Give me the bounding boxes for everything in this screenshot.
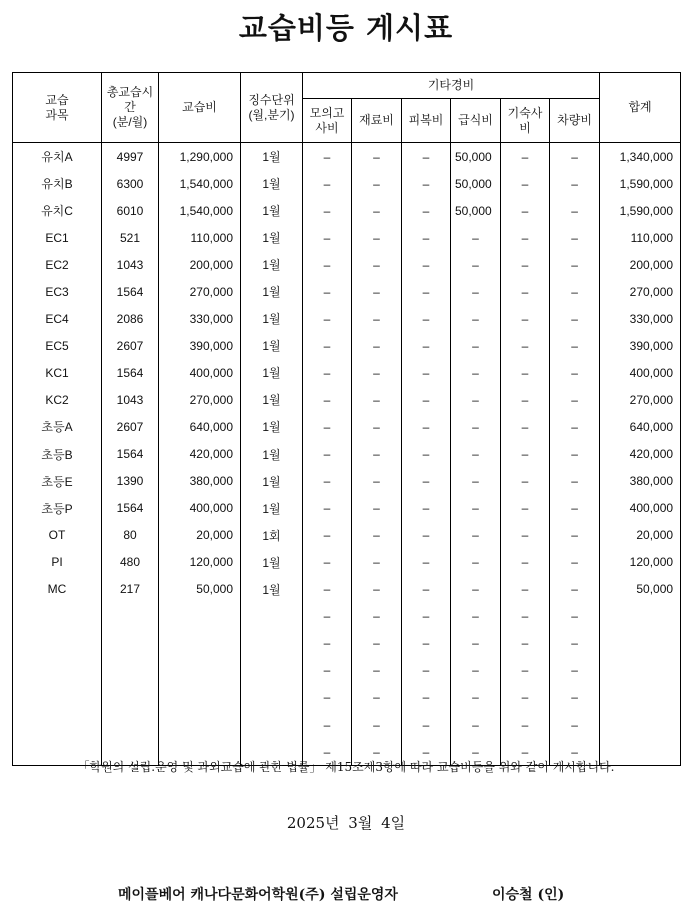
cell-dorm: – xyxy=(501,386,550,413)
cell-dorm: – xyxy=(501,278,550,305)
table-row xyxy=(13,251,681,278)
cell-total: 380,000 xyxy=(600,468,681,495)
cell-unit: 1월 xyxy=(241,278,303,305)
cell-uniform: – xyxy=(402,224,451,251)
cell-meals: 50,000 xyxy=(451,197,501,224)
cell-tuition: 420,000 xyxy=(159,441,241,468)
cell-meals: – xyxy=(451,549,501,576)
cell-tuition: 380,000 xyxy=(159,468,241,495)
cell-vehicle: – xyxy=(550,684,600,711)
cell-tuition xyxy=(159,684,241,711)
table-row xyxy=(13,576,681,603)
cell-vehicle: – xyxy=(550,278,600,305)
cell-materials: – xyxy=(352,143,402,171)
cell-subject: 초등B xyxy=(13,441,102,468)
cell-uniform: – xyxy=(402,522,451,549)
cell-uniform: – xyxy=(402,549,451,576)
cell-uniform: – xyxy=(402,495,451,522)
cell-hours xyxy=(102,684,159,711)
cell-hours xyxy=(102,603,159,630)
cell-materials: – xyxy=(352,738,402,766)
table-header xyxy=(13,73,681,143)
cell-dorm: – xyxy=(501,657,550,684)
cell-tuition xyxy=(159,711,241,738)
cell-unit xyxy=(241,711,303,738)
cell-meals: 50,000 xyxy=(451,143,501,171)
cell-vehicle: – xyxy=(550,143,600,171)
cell-mock: – xyxy=(303,549,352,576)
cell-unit: 1월 xyxy=(241,224,303,251)
cell-dorm: – xyxy=(501,738,550,766)
cell-dorm: – xyxy=(501,359,550,386)
cell-subject: 유치B xyxy=(13,170,102,197)
cell-meals: – xyxy=(451,332,501,359)
cell-dorm: – xyxy=(501,522,550,549)
cell-meals: – xyxy=(451,359,501,386)
cell-dorm: – xyxy=(501,684,550,711)
cell-unit: 1월 xyxy=(241,251,303,278)
cell-hours: 480 xyxy=(102,549,159,576)
cell-hours: 1564 xyxy=(102,359,159,386)
cell-subject: KC1 xyxy=(13,359,102,386)
cell-dorm: – xyxy=(501,576,550,603)
cell-total xyxy=(600,711,681,738)
cell-uniform: – xyxy=(402,738,451,766)
cell-hours: 2607 xyxy=(102,332,159,359)
cell-unit: 1월 xyxy=(241,332,303,359)
cell-mock: – xyxy=(303,305,352,332)
table-row xyxy=(13,630,681,657)
cell-tuition xyxy=(159,657,241,684)
table-row xyxy=(13,332,681,359)
table-row xyxy=(13,305,681,332)
cell-unit: 1월 xyxy=(241,305,303,332)
cell-uniform: – xyxy=(402,441,451,468)
cell-hours xyxy=(102,630,159,657)
cell-mock: – xyxy=(303,441,352,468)
cell-materials: – xyxy=(352,332,402,359)
cell-subject: 초등A xyxy=(13,413,102,440)
cell-vehicle: – xyxy=(550,386,600,413)
cell-unit xyxy=(241,684,303,711)
cell-subject: 초등E xyxy=(13,468,102,495)
cell-vehicle: – xyxy=(550,603,600,630)
cell-mock: – xyxy=(303,468,352,495)
cell-total: 270,000 xyxy=(600,386,681,413)
cell-hours: 217 xyxy=(102,576,159,603)
cell-subject: EC2 xyxy=(13,251,102,278)
cell-subject: EC5 xyxy=(13,332,102,359)
cell-uniform: – xyxy=(402,278,451,305)
cell-meals: – xyxy=(451,657,501,684)
cell-unit: 1월 xyxy=(241,143,303,171)
cell-mock: – xyxy=(303,413,352,440)
cell-materials: – xyxy=(352,413,402,440)
cell-dorm: – xyxy=(501,143,550,171)
table-row xyxy=(13,278,681,305)
cell-vehicle: – xyxy=(550,197,600,224)
cell-unit: 1월 xyxy=(241,576,303,603)
header-meals: 급식비 xyxy=(451,99,501,143)
cell-meals: – xyxy=(451,251,501,278)
cell-tuition: 1,540,000 xyxy=(159,170,241,197)
cell-tuition: 1,290,000 xyxy=(159,143,241,171)
cell-mock: – xyxy=(303,359,352,386)
cell-hours: 1564 xyxy=(102,495,159,522)
cell-materials: – xyxy=(352,251,402,278)
cell-vehicle: – xyxy=(550,224,600,251)
header-collection-unit: 징수단위 (월,분기) xyxy=(241,73,303,143)
cell-mock: – xyxy=(303,711,352,738)
cell-vehicle: – xyxy=(550,630,600,657)
table-row xyxy=(13,684,681,711)
fee-table xyxy=(12,72,681,766)
cell-meals: 50,000 xyxy=(451,170,501,197)
cell-materials: – xyxy=(352,386,402,413)
cell-total: 640,000 xyxy=(600,413,681,440)
cell-dorm: – xyxy=(501,495,550,522)
cell-total: 420,000 xyxy=(600,441,681,468)
cell-total: 390,000 xyxy=(600,332,681,359)
cell-mock: – xyxy=(303,603,352,630)
cell-materials: – xyxy=(352,468,402,495)
cell-subject: OT xyxy=(13,522,102,549)
cell-mock: – xyxy=(303,197,352,224)
cell-meals: – xyxy=(451,630,501,657)
header-dormitory: 기숙사 비 xyxy=(501,99,550,143)
cell-total: 400,000 xyxy=(600,359,681,386)
cell-materials: – xyxy=(352,441,402,468)
posting-date: 2025년 3월 4일 xyxy=(286,814,406,832)
table-row xyxy=(13,413,681,440)
cell-total: 110,000 xyxy=(600,224,681,251)
cell-tuition: 20,000 xyxy=(159,522,241,549)
cell-vehicle: – xyxy=(550,657,600,684)
cell-tuition: 330,000 xyxy=(159,305,241,332)
cell-subject: 유치C xyxy=(13,197,102,224)
table-row xyxy=(13,549,681,576)
cell-unit: 1월 xyxy=(241,468,303,495)
cell-meals: – xyxy=(451,495,501,522)
cell-unit: 1월 xyxy=(241,549,303,576)
cell-vehicle: – xyxy=(550,468,600,495)
cell-vehicle: – xyxy=(550,522,600,549)
cell-dorm: – xyxy=(501,197,550,224)
cell-dorm: – xyxy=(501,413,550,440)
cell-meals: – xyxy=(451,278,501,305)
cell-dorm: – xyxy=(501,170,550,197)
cell-tuition: 390,000 xyxy=(159,332,241,359)
cell-subject: 유치A xyxy=(13,143,102,171)
cell-hours: 6010 xyxy=(102,197,159,224)
cell-hours xyxy=(102,711,159,738)
cell-unit: 1월 xyxy=(241,413,303,440)
cell-uniform: – xyxy=(402,143,451,171)
header-total-hours: 총교습시간 (분/월) xyxy=(102,73,159,143)
cell-uniform: – xyxy=(402,684,451,711)
cell-dorm: – xyxy=(501,224,550,251)
cell-tuition: 1,540,000 xyxy=(159,197,241,224)
operator-name: 메이플베어 캐나다문화어학원(주) 설립운영자 xyxy=(118,887,398,903)
cell-vehicle: – xyxy=(550,359,600,386)
cell-dorm: – xyxy=(501,603,550,630)
table-row xyxy=(13,170,681,197)
cell-tuition xyxy=(159,630,241,657)
cell-unit: 1월 xyxy=(241,441,303,468)
cell-uniform: – xyxy=(402,630,451,657)
table-row xyxy=(13,522,681,549)
cell-uniform: – xyxy=(402,413,451,440)
cell-hours: 80 xyxy=(102,522,159,549)
cell-total xyxy=(600,603,681,630)
cell-subject: EC1 xyxy=(13,224,102,251)
cell-mock: – xyxy=(303,170,352,197)
table-row xyxy=(13,603,681,630)
cell-total: 270,000 xyxy=(600,278,681,305)
cell-vehicle: – xyxy=(550,576,600,603)
cell-hours: 1564 xyxy=(102,278,159,305)
cell-meals: – xyxy=(451,738,501,766)
cell-mock: – xyxy=(303,332,352,359)
cell-uniform: – xyxy=(402,332,451,359)
cell-materials: – xyxy=(352,549,402,576)
cell-unit: 1월 xyxy=(241,359,303,386)
cell-subject: 초등P xyxy=(13,495,102,522)
cell-hours: 1043 xyxy=(102,251,159,278)
cell-dorm: – xyxy=(501,549,550,576)
cell-uniform: – xyxy=(402,468,451,495)
cell-materials: – xyxy=(352,684,402,711)
table-row xyxy=(13,197,681,224)
cell-meals: – xyxy=(451,386,501,413)
cell-dorm: – xyxy=(501,441,550,468)
cell-mock: – xyxy=(303,495,352,522)
cell-meals: – xyxy=(451,684,501,711)
cell-uniform: – xyxy=(402,386,451,413)
cell-total: 1,590,000 xyxy=(600,170,681,197)
cell-subject xyxy=(13,603,102,630)
table-row xyxy=(13,359,681,386)
cell-hours: 1564 xyxy=(102,441,159,468)
cell-uniform: – xyxy=(402,576,451,603)
cell-materials: – xyxy=(352,305,402,332)
cell-tuition: 640,000 xyxy=(159,413,241,440)
header-materials: 재료비 xyxy=(352,99,402,143)
cell-meals: – xyxy=(451,522,501,549)
table-row xyxy=(13,143,681,171)
cell-mock: – xyxy=(303,522,352,549)
cell-total: 20,000 xyxy=(600,522,681,549)
cell-subject: KC2 xyxy=(13,386,102,413)
cell-subject xyxy=(13,684,102,711)
cell-hours: 2086 xyxy=(102,305,159,332)
table-row xyxy=(13,468,681,495)
cell-total xyxy=(600,657,681,684)
cell-meals: – xyxy=(451,576,501,603)
cell-mock: – xyxy=(303,684,352,711)
cell-hours: 4997 xyxy=(102,143,159,171)
cell-tuition: 200,000 xyxy=(159,251,241,278)
cell-mock: – xyxy=(303,576,352,603)
header-total: 합계 xyxy=(600,73,681,143)
table-row xyxy=(13,711,681,738)
cell-hours xyxy=(102,657,159,684)
cell-subject: MC xyxy=(13,576,102,603)
cell-uniform: – xyxy=(402,603,451,630)
cell-mock: – xyxy=(303,251,352,278)
cell-meals: – xyxy=(451,224,501,251)
table-row xyxy=(13,386,681,413)
cell-unit: 1월 xyxy=(241,386,303,413)
cell-mock: – xyxy=(303,657,352,684)
cell-total: 1,340,000 xyxy=(600,143,681,171)
cell-total: 120,000 xyxy=(600,549,681,576)
cell-total xyxy=(600,684,681,711)
cell-mock: – xyxy=(303,278,352,305)
legal-notice: 「학원의 설립.운영 및 과외교습에 관한 법률」 제15조제3항에 따라 교습비등을 위와 같이 게시합니다. xyxy=(77,760,615,774)
cell-hours: 521 xyxy=(102,224,159,251)
cell-materials: – xyxy=(352,711,402,738)
document-title: 교습비등 게시표 xyxy=(238,11,454,45)
cell-unit: 1월 xyxy=(241,495,303,522)
cell-materials: – xyxy=(352,576,402,603)
cell-uniform: – xyxy=(402,657,451,684)
cell-total: 400,000 xyxy=(600,495,681,522)
cell-uniform: – xyxy=(402,305,451,332)
cell-meals: – xyxy=(451,413,501,440)
header-other-costs: 기타경비 xyxy=(303,73,600,99)
table-row xyxy=(13,224,681,251)
cell-vehicle: – xyxy=(550,413,600,440)
header-vehicle: 차량비 xyxy=(550,99,600,143)
cell-total: 1,590,000 xyxy=(600,197,681,224)
cell-subject: EC3 xyxy=(13,278,102,305)
cell-total: 330,000 xyxy=(600,305,681,332)
cell-tuition: 110,000 xyxy=(159,224,241,251)
cell-uniform: – xyxy=(402,251,451,278)
cell-vehicle: – xyxy=(550,738,600,766)
cell-uniform: – xyxy=(402,359,451,386)
cell-dorm: – xyxy=(501,251,550,278)
cell-materials: – xyxy=(352,495,402,522)
cell-materials: – xyxy=(352,359,402,386)
cell-tuition: 270,000 xyxy=(159,278,241,305)
cell-unit: 1월 xyxy=(241,170,303,197)
cell-tuition: 120,000 xyxy=(159,549,241,576)
cell-total: 50,000 xyxy=(600,576,681,603)
cell-vehicle: – xyxy=(550,170,600,197)
cell-materials: – xyxy=(352,278,402,305)
cell-materials: – xyxy=(352,603,402,630)
cell-unit xyxy=(241,657,303,684)
cell-vehicle: – xyxy=(550,441,600,468)
cell-tuition: 50,000 xyxy=(159,576,241,603)
table-body xyxy=(13,143,681,766)
cell-dorm: – xyxy=(501,630,550,657)
cell-hours: 6300 xyxy=(102,170,159,197)
table-row xyxy=(13,441,681,468)
cell-mock: – xyxy=(303,386,352,413)
cell-subject: EC4 xyxy=(13,305,102,332)
cell-meals: – xyxy=(451,603,501,630)
header-subject: 교습 과목 xyxy=(13,73,102,143)
cell-materials: – xyxy=(352,224,402,251)
cell-meals: – xyxy=(451,468,501,495)
cell-vehicle: – xyxy=(550,549,600,576)
cell-mock: – xyxy=(303,630,352,657)
cell-dorm: – xyxy=(501,305,550,332)
cell-tuition xyxy=(159,603,241,630)
cell-subject xyxy=(13,630,102,657)
cell-vehicle: – xyxy=(550,305,600,332)
cell-vehicle: – xyxy=(550,251,600,278)
header-mock-exam: 모의고 사비 xyxy=(303,99,352,143)
cell-vehicle: – xyxy=(550,711,600,738)
cell-uniform: – xyxy=(402,170,451,197)
cell-subject xyxy=(13,711,102,738)
cell-materials: – xyxy=(352,630,402,657)
table-row xyxy=(13,657,681,684)
cell-subject: PI xyxy=(13,549,102,576)
cell-meals: – xyxy=(451,305,501,332)
cell-meals: – xyxy=(451,711,501,738)
cell-uniform: – xyxy=(402,711,451,738)
table-row xyxy=(13,495,681,522)
cell-uniform: – xyxy=(402,197,451,224)
cell-materials: – xyxy=(352,522,402,549)
cell-mock: – xyxy=(303,224,352,251)
cell-tuition: 270,000 xyxy=(159,386,241,413)
header-tuition: 교습비 xyxy=(159,73,241,143)
cell-hours: 1390 xyxy=(102,468,159,495)
cell-dorm: – xyxy=(501,711,550,738)
cell-unit xyxy=(241,630,303,657)
cell-subject xyxy=(13,657,102,684)
cell-total xyxy=(600,630,681,657)
cell-vehicle: – xyxy=(550,495,600,522)
cell-mock: – xyxy=(303,738,352,766)
cell-mock: – xyxy=(303,143,352,171)
cell-materials: – xyxy=(352,197,402,224)
cell-unit xyxy=(241,603,303,630)
cell-meals: – xyxy=(451,441,501,468)
cell-total: 200,000 xyxy=(600,251,681,278)
header-uniform: 피복비 xyxy=(402,99,451,143)
cell-materials: – xyxy=(352,170,402,197)
cell-materials: – xyxy=(352,657,402,684)
cell-hours: 1043 xyxy=(102,386,159,413)
cell-vehicle: – xyxy=(550,332,600,359)
cell-tuition: 400,000 xyxy=(159,495,241,522)
cell-dorm: – xyxy=(501,468,550,495)
signer-seal: 이승철 (인) xyxy=(492,887,565,903)
cell-tuition: 400,000 xyxy=(159,359,241,386)
cell-unit: 1회 xyxy=(241,522,303,549)
cell-unit: 1월 xyxy=(241,197,303,224)
cell-dorm: – xyxy=(501,332,550,359)
cell-hours: 2607 xyxy=(102,413,159,440)
